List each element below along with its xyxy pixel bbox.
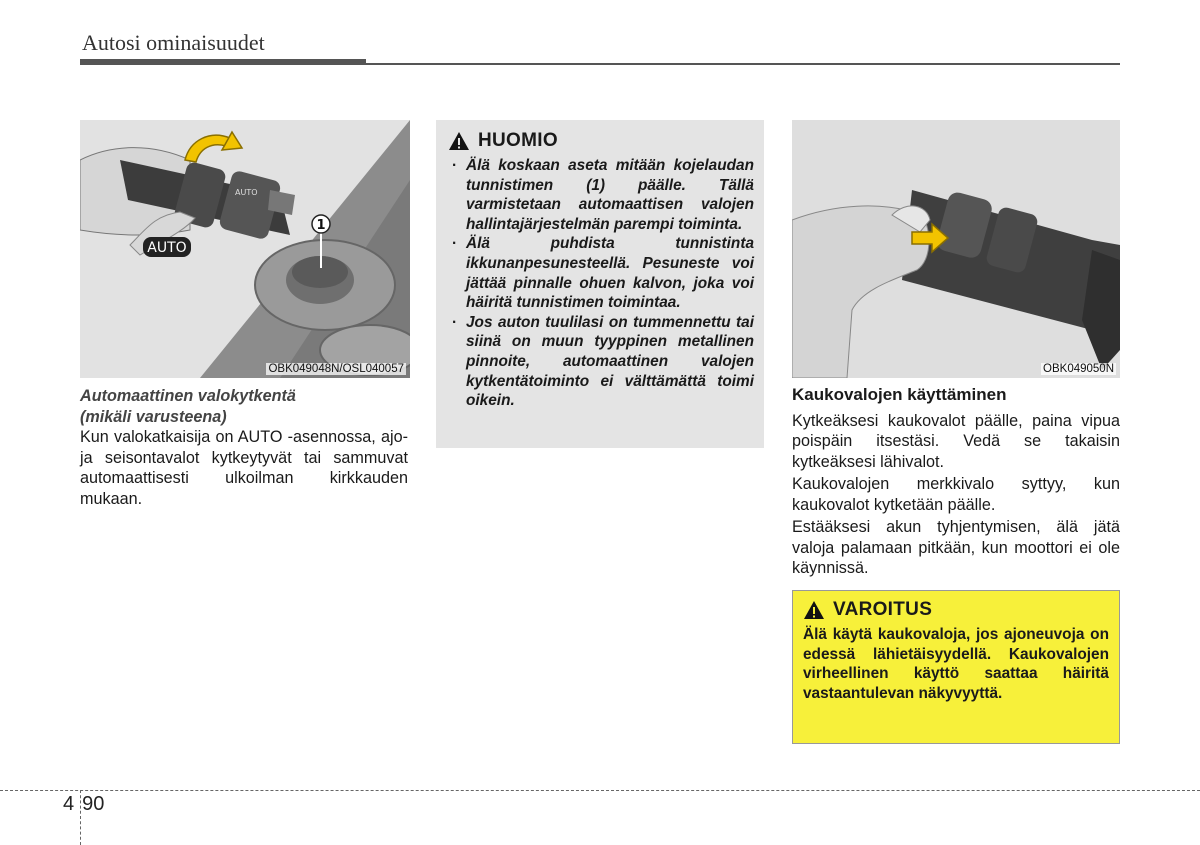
auto-light-paragraph: Kun valokatkaisija on AUTO -asennossa, ajo- ja seisontavalot kytkeytyvät tai sammuvat automaattisesti ulkoilman kirkkauden mukaan. [80, 428, 408, 508]
warning-body: Älä käytä kaukovaloja, jos ajoneuvoja on edessä lähietäisyydellä. Kaukovalojen virheellinen käyttö saattaa häiritä vastaantulevan näkyvyyttä. [803, 626, 1109, 702]
header-rule-thick [80, 59, 366, 65]
caution-item: · Jos auton tuulilasi on tummennettu tai siinä on muun tyyppinen metallinen pinnoite, automaattinen valojen kytkentätoiminto ei välttämättä toimi oikein. [452, 313, 754, 410]
svg-text:AUTO: AUTO [235, 188, 258, 197]
caution-list [448, 156, 754, 411]
section-heading: Kaukovalojen käyttäminen [792, 385, 1007, 404]
figure-caption-line2: (mikäli varusteena) [80, 407, 227, 426]
left-column [80, 386, 408, 511]
figure-caption-line1: Automaattinen valokytkentä [80, 387, 296, 405]
header-rule-thin [366, 63, 1120, 65]
sensor-callout-number: 1 [316, 218, 326, 233]
caution-title [448, 130, 754, 152]
auto-light-switch-figure [80, 120, 410, 378]
right-column [792, 385, 1120, 581]
high-beam-lever-figure [792, 120, 1120, 378]
warning-title [803, 599, 1109, 621]
warning-triangle-icon [803, 600, 825, 620]
caution-item: · Älä koskaan aseta mitään kojelaudan tunnistimen (1) päälle. Tällä varmistetaan automaattisen valojen hallintajärjestelmän parempi toiminta. [452, 157, 754, 233]
paragraph: Kytkeäksesi kaukovalot päälle, paina vipua poispäin itsestäsi. Vedä se takaisin kytkeäksesi lähivalot. [792, 411, 1120, 471]
paragraph: Estääksesi akun tyhjentymisen, älä jätä valoja palamaan pitkään, kun moottori ei ole käynnissä. [792, 518, 1120, 577]
running-header: Autosi ominaisuudet [82, 30, 265, 55]
warning-triangle-icon [448, 131, 470, 151]
caution-box [436, 120, 764, 448]
page-number-value: 90 [82, 793, 105, 815]
auto-light-switch-illustration [80, 120, 410, 378]
figure-code: OBK049048N/OSL040057 [268, 363, 404, 375]
chapter-number: 4 [63, 793, 75, 815]
caution-title-text: HUOMIO [478, 130, 558, 151]
high-beam-lever-illustration [792, 120, 1120, 378]
auto-label: AUTO [147, 240, 187, 256]
warning-box [792, 590, 1120, 744]
paragraph: Kaukovalojen merkkivalo syttyy, kun kaukovalot kytketään päälle. [792, 475, 1120, 514]
warning-title-text: VAROITUS [833, 599, 933, 620]
footer-rule [0, 790, 1200, 791]
caution-item: · Älä puhdista tunnistinta ikkunanpesunesteellä. Pesuneste voi jättää pinnalle ohuen kalvon, joka voi häiritä tunnistimen toimintaa. [452, 235, 754, 312]
figure-code: OBK049050N [1043, 363, 1114, 375]
page-number [63, 793, 104, 816]
